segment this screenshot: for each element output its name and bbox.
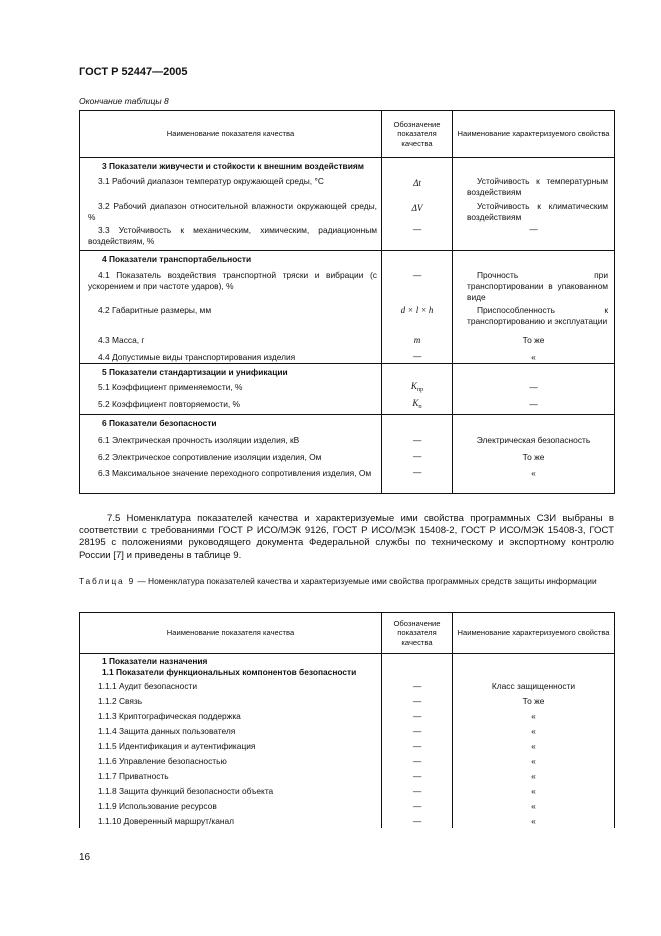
indicator-name: 1.1.2 Связь [98, 696, 143, 706]
table-row [80, 331, 615, 350]
table-row [80, 738, 615, 753]
page-number: 16 [79, 852, 91, 863]
table-row [80, 224, 615, 250]
indicator-name: 3.1 Рабочий диапазон температур окружающей среды, °С [98, 176, 324, 186]
indicator-symbol: — [412, 696, 422, 706]
table-row [80, 198, 615, 224]
property-name: « [531, 467, 536, 478]
section-title: 6 Показатели безопасности [102, 417, 217, 428]
indicator-name: 3.2 Рабочий диапазон относительной влажности окружающей среды, % [88, 201, 377, 222]
indicator-symbol: d × l × h [400, 304, 434, 315]
property-name: — [529, 399, 538, 409]
table8 [79, 110, 615, 494]
property-name: — [529, 224, 538, 234]
indicator-symbol: — [412, 681, 422, 691]
table-row [80, 753, 615, 768]
property-name: « [531, 801, 536, 811]
table-row [80, 448, 615, 465]
indicator-symbol: — [412, 450, 422, 461]
table-row [80, 350, 615, 364]
indicator-symbol: — [412, 711, 422, 721]
indicator-symbol: — [412, 269, 422, 280]
document-title: ГОСТ Р 52447—2005 [79, 66, 188, 78]
indicator-symbol: — [412, 726, 422, 736]
indicator-name: 4.3 Масса, г [98, 334, 145, 345]
property-name: « [531, 351, 536, 362]
table-row [80, 364, 615, 379]
indicator-symbol: ΔV [411, 203, 423, 213]
indicator-symbol: — [412, 434, 422, 445]
indicator-name: 3.3 Устойчивость к механическим, химическим, радиационным воздействиям, % [88, 225, 377, 246]
indicator-name: 1.1.3 Криптографическая поддержка [98, 711, 241, 721]
table-row [80, 678, 615, 693]
indicator-name: 1.1.8 Защита функций безопасности объекта [98, 786, 274, 796]
indicator-symbol: — [412, 786, 422, 796]
table-row [80, 250, 615, 265]
table9-caption: Таблица 9 — Номенклатура показателей качества и характеризуемые ими свойства программных средств защиты информации [79, 576, 597, 586]
property-name: « [531, 741, 536, 751]
property-name: « [531, 786, 536, 796]
table-row [80, 158, 615, 173]
table-row [80, 172, 615, 198]
property-name: Электрическая безопасность [476, 434, 591, 445]
table9-header-name: Наименование показателя качества [80, 613, 382, 654]
indicator-symbol: — [412, 801, 422, 811]
property-name: « [531, 756, 536, 766]
indicator-symbol: m [413, 334, 421, 345]
property-name: Прочность при транспортировании в упакованном виде [467, 269, 608, 302]
table8-continuation-caption: Окончание таблицы 8 [79, 96, 169, 106]
indicator-name: 1.1.5 Идентификация и аутентификация [98, 741, 256, 751]
section-title: 4 Показатели транспортабельности [102, 253, 252, 264]
indicator-name: 4.2 Габаритные размеры, мм [98, 304, 212, 315]
table-row [80, 813, 615, 828]
property-name: « [531, 816, 536, 826]
table-row [80, 723, 615, 738]
property-name: Класс защищенности [491, 681, 576, 691]
table-row [80, 429, 615, 448]
table-row [80, 396, 615, 414]
indicator-name: 1.1.7 Приватность [98, 771, 169, 781]
indicator-name: 4.4 Допустимые виды транспортирования изделия [98, 351, 296, 362]
table9-header-property: Наименование характеризуемого свойства [453, 613, 615, 654]
table9 [79, 612, 615, 828]
property-name: « [531, 726, 536, 736]
indicator-symbol: — [412, 350, 422, 361]
property-name: « [531, 771, 536, 781]
indicator-name: 1.1.10 Доверенный маршрут/канал [98, 816, 235, 826]
section-title: 1 Показатели назначения [102, 656, 208, 666]
indicator-name: 6.2 Электрическое сопротивление изоляции изделия, Ом [98, 451, 322, 462]
table-row [80, 265, 615, 303]
table-row [80, 783, 615, 798]
property-name: То же [522, 334, 545, 345]
table-row [80, 693, 615, 708]
paragraph-7-5: 7.5 Номенклатура показателей качества и характеризуемые ими свойства программных СЗИ выбраны в соответствии с требованиями ГОСТ Р ИСО/МЭК 9126, ГОСТ Р ИСО/МЭК 15408-2, ГОСТ Р ИСО/МЭК 15408-3, ГОСТ 28195 с положениями руководящего документа Федеральной службы по техническому и экспортному контролю России [7] и приведены в таблице 9. [79, 513, 614, 561]
indicator-name: 6.3 Максимальное значение переходного сопротивления изделия, Ом [98, 467, 372, 478]
table-row [80, 465, 615, 494]
indicator-symbol: — [412, 224, 422, 234]
indicator-symbol: — [412, 816, 422, 826]
indicator-symbol: — [412, 741, 422, 751]
indicator-name: 5.2 Коэффициент повторяемости, % [98, 399, 240, 409]
property-name: Устойчивость к температурным воздействиям [467, 176, 608, 197]
table-row [80, 378, 615, 396]
section-title: 5 Показатели стандартизации и унификации [102, 367, 288, 377]
subsection-title: 1.1 Показатели функциональных компонентов безопасности [102, 667, 357, 677]
indicator-symbol: $K_{пр}$ [410, 381, 424, 393]
indicator-symbol: Δt [413, 178, 421, 188]
property-name: « [531, 711, 536, 721]
indicator-name: 6.1 Электрическая прочность изоляции изделия, кВ [98, 434, 300, 445]
table8-header-symbol: Обозначение показателя качества [382, 111, 453, 158]
table-row [80, 667, 615, 678]
indicator-symbol: — [412, 466, 422, 477]
indicator-symbol: — [412, 771, 422, 781]
indicator-name: 1.1.1 Аудит безопасности [98, 681, 198, 691]
table-row [80, 708, 615, 723]
indicator-name: 1.1.6 Управление безопасностью [98, 756, 227, 766]
indicator-name: 1.1.4 Защита данных пользователя [98, 726, 236, 736]
indicator-name: 5.1 Коэффициент применяемости, % [98, 382, 243, 392]
table-row [80, 414, 615, 429]
indicator-name: 1.1.9 Использование ресурсов [98, 801, 217, 811]
indicator-name: 4.1 Показатель воздействия транспортной тряски и вибрации (с ускорением и при частоте ударов), % [88, 269, 377, 291]
property-name: — [529, 382, 538, 392]
indicator-symbol: $K_п$ [412, 398, 422, 410]
table-row [80, 654, 615, 668]
property-name: Приспособленность к транспортированию и эксплуатации [467, 304, 608, 326]
section-title: 3 Показатели живучести и стойкости к внешним воздействиям [102, 161, 364, 171]
property-name: Устойчивость к климатическим воздействиям [467, 201, 608, 222]
table-row [80, 303, 615, 331]
table8-header-property: Наименование характеризуемого свойства [453, 111, 615, 158]
table-row [80, 768, 615, 783]
indicator-symbol: — [412, 756, 422, 766]
table8-header-name: Наименование показателя качества [80, 111, 382, 158]
table9-header-symbol: Обозначение показателя качества [382, 613, 453, 654]
property-name: То же [522, 696, 545, 706]
table-row [80, 798, 615, 813]
property-name: То же [522, 451, 545, 462]
